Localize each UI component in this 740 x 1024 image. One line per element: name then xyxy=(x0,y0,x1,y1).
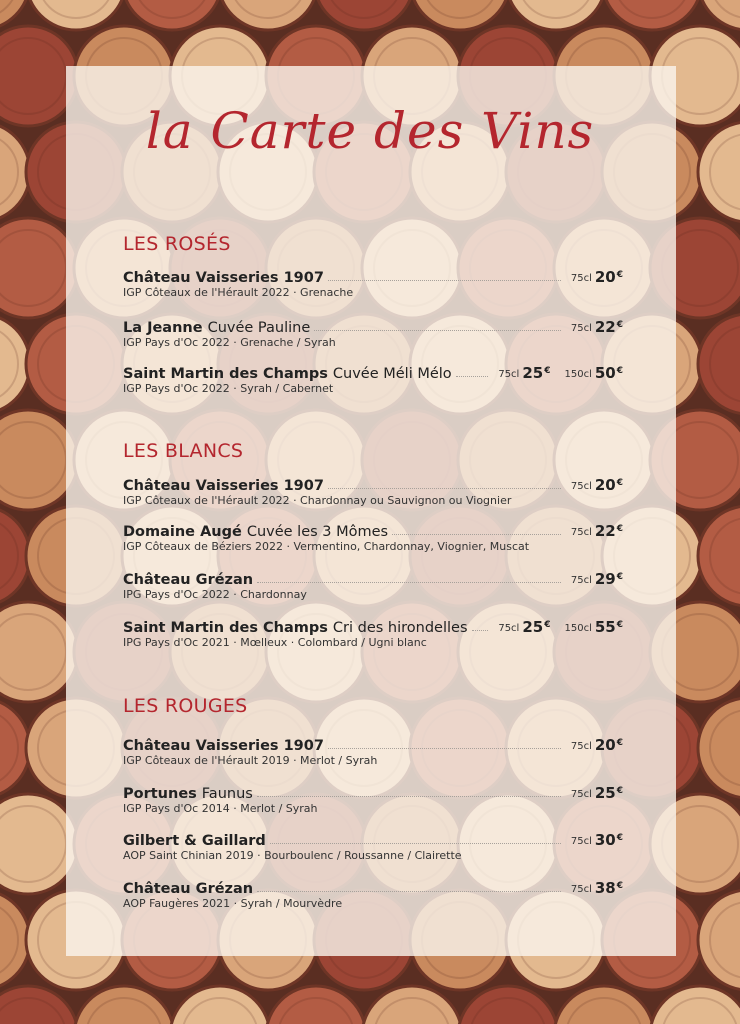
bottle-size: 75cl xyxy=(570,836,592,847)
wine-cuvee: Cuvée Pauline xyxy=(207,320,311,336)
price: 25 xyxy=(594,784,616,802)
section-title: LES ROSÉS xyxy=(123,233,231,255)
price-group xyxy=(571,476,623,494)
wine-line xyxy=(123,472,623,494)
price: 50 xyxy=(594,364,616,382)
price: 22 xyxy=(594,318,616,336)
section-title: LES BLANCS xyxy=(123,440,244,462)
price-group xyxy=(498,618,550,636)
currency-symbol: € xyxy=(616,738,623,748)
bottle-size: 75cl xyxy=(570,884,592,895)
dot-leader xyxy=(314,329,561,331)
price-group xyxy=(498,364,550,382)
wine-cuvee: Cuvée les 3 Mômes xyxy=(246,524,389,540)
wine-name: Saint Martin des Champs xyxy=(123,366,328,382)
wine-name: Gilbert & Gaillard xyxy=(123,833,266,849)
wine-name: Château Vaisseries 1907 xyxy=(123,270,324,286)
wine-item xyxy=(123,780,623,824)
price: 29 xyxy=(594,570,616,588)
wine-item xyxy=(123,614,623,658)
wine-detail: IGP Côteaux de l'Hérault 2019 · Merlot / Syrah xyxy=(123,754,378,767)
wine-name: Château Grézan xyxy=(123,572,254,588)
currency-symbol: € xyxy=(616,620,623,630)
price-group xyxy=(564,618,623,636)
wine-detail: IGP Pays d'Oc 2014 · Merlot / Syrah xyxy=(123,802,318,815)
wine-item xyxy=(123,875,623,919)
wine-item xyxy=(123,264,623,308)
wine-detail: AOP Saint Chinian 2019 · Bourboulenc / Roussanne / Clairette xyxy=(123,849,462,862)
wine-detail: IGP Pays d'Oc 2022 · Grenache / Syrah xyxy=(123,336,336,349)
price-group xyxy=(571,570,623,588)
wine-name: Château Vaisseries 1907 xyxy=(123,478,324,494)
wine-detail: IPG Pays d'Oc 2022 · Chardonnay xyxy=(123,588,307,601)
wine-name: Portunes xyxy=(123,786,197,802)
menu-title: la Carte des Vins xyxy=(145,102,595,160)
currency-symbol: € xyxy=(616,524,623,534)
bottle-size: 75cl xyxy=(570,273,592,284)
currency-symbol: € xyxy=(616,270,623,280)
wine-detail: IGP Pays d'Oc 2022 · Syrah / Cabernet xyxy=(123,382,334,395)
wine-item xyxy=(123,314,623,358)
wine-line xyxy=(123,614,623,636)
currency-symbol: € xyxy=(616,366,623,376)
price: 22 xyxy=(594,522,616,540)
dot-leader xyxy=(257,890,561,892)
price-group xyxy=(571,831,623,849)
wine-name: Château Grézan xyxy=(123,881,254,897)
wine-cuvee: Cri des hirondelles xyxy=(332,620,468,636)
price: 20 xyxy=(594,476,616,494)
currency-symbol: € xyxy=(616,320,623,330)
wine-item xyxy=(123,566,623,610)
dot-leader xyxy=(472,629,489,631)
wine-line xyxy=(123,732,623,754)
wine-item xyxy=(123,518,623,562)
price: 55 xyxy=(594,618,616,636)
wine-detail: IGP Côteaux de Béziers 2022 · Vermentino, Chardonnay, Viognier, Muscat xyxy=(123,540,530,553)
currency-symbol: € xyxy=(616,833,623,843)
dot-leader xyxy=(328,487,561,489)
wine-item xyxy=(123,472,623,516)
wine-detail: IGP Côteaux de l'Hérault 2022 · Grenache xyxy=(123,286,354,299)
dot-leader xyxy=(270,842,561,844)
price: 25 xyxy=(522,364,544,382)
bottle-size: 75cl xyxy=(570,741,592,752)
price-group xyxy=(571,879,623,897)
price-group xyxy=(571,784,623,802)
bottle-size: 75cl xyxy=(498,369,520,380)
wine-detail: AOP Faugères 2021 · Syrah / Mourvèdre xyxy=(123,897,343,910)
dot-leader xyxy=(456,375,489,377)
bottle-size: 75cl xyxy=(570,323,592,334)
wine-item xyxy=(123,827,623,871)
bottle-size: 75cl xyxy=(570,481,592,492)
price-group xyxy=(571,318,623,336)
wine-name: La Jeanne xyxy=(123,320,203,336)
wine-name: Château Vaisseries 1907 xyxy=(123,738,324,754)
price: 20 xyxy=(594,268,616,286)
price: 20 xyxy=(594,736,616,754)
wine-item xyxy=(123,360,623,404)
price: 30 xyxy=(594,831,616,849)
price: 38 xyxy=(594,879,616,897)
currency-symbol: € xyxy=(616,478,623,488)
dot-leader xyxy=(328,747,561,749)
price-group xyxy=(571,736,623,754)
dot-leader xyxy=(328,279,561,281)
wine-name: Saint Martin des Champs xyxy=(123,620,328,636)
dot-leader xyxy=(392,533,561,535)
wine-name: Domaine Augé xyxy=(123,524,242,540)
wine-item xyxy=(123,732,623,776)
wine-line xyxy=(123,780,623,802)
price-group xyxy=(571,268,623,286)
bottle-size: 150cl xyxy=(564,369,592,380)
wine-detail: IPG Pays d'Oc 2021 · Mœlleux · Colombard / Ugni blanc xyxy=(123,636,427,649)
price-group xyxy=(564,364,623,382)
bottle-size: 75cl xyxy=(570,789,592,800)
bottle-size: 75cl xyxy=(570,527,592,538)
price: 25 xyxy=(522,618,544,636)
wine-line xyxy=(123,360,623,382)
currency-symbol: € xyxy=(544,366,551,376)
wine-cuvee: Cuvée Méli Mélo xyxy=(332,366,452,382)
wine-line xyxy=(123,875,623,897)
price-group xyxy=(571,522,623,540)
wine-cuvee: Faunus xyxy=(201,786,253,802)
currency-symbol: € xyxy=(544,620,551,630)
bottle-size: 75cl xyxy=(498,623,520,634)
bottle-size: 75cl xyxy=(570,575,592,586)
wine-detail: IGP Côteaux de l'Hérault 2022 · Chardonnay ou Sauvignon ou Viognier xyxy=(123,494,512,507)
wine-line xyxy=(123,314,623,336)
wine-line xyxy=(123,827,623,849)
wine-line xyxy=(123,264,623,286)
currency-symbol: € xyxy=(616,572,623,582)
currency-symbol: € xyxy=(616,786,623,796)
section-title: LES ROUGES xyxy=(123,695,248,717)
wine-line xyxy=(123,566,623,588)
currency-symbol: € xyxy=(616,881,623,891)
dot-leader xyxy=(257,795,561,797)
dot-leader xyxy=(257,581,561,583)
wine-line xyxy=(123,518,623,540)
bottle-size: 150cl xyxy=(564,623,592,634)
